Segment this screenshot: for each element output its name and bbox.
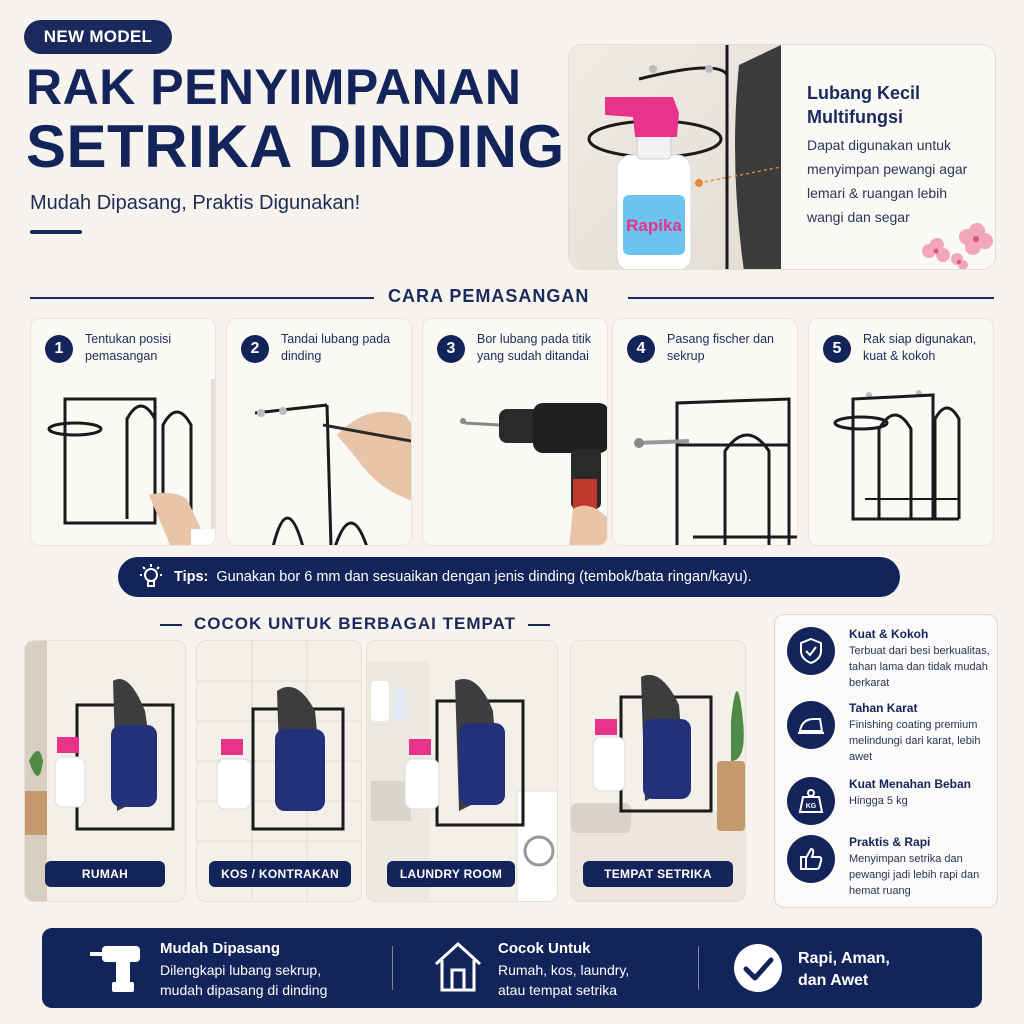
rack-with-bottle-illustration [569, 45, 781, 270]
house-icon [432, 940, 484, 994]
benefit-title: Cocok Untuk [498, 940, 591, 957]
benefit-line1: Dilengkapi lubang sekrup, [160, 962, 322, 978]
finished-rack-illustration [809, 379, 994, 546]
feature-card [568, 44, 996, 270]
lightbulb-icon [138, 564, 164, 590]
install-step-3 [422, 318, 608, 546]
places-divider-right [528, 624, 550, 626]
feature-title: Lubang Kecil Multifungsi [807, 83, 921, 127]
place-card-rumah [24, 640, 186, 902]
benefit-line1: Rapi, Aman, [798, 950, 890, 967]
install-step-2 [226, 318, 412, 546]
place-card-tempat-setrika [570, 640, 746, 902]
bottle-brand-label: Rapika [626, 216, 682, 235]
step-text: Tentukan posisi pemasangan [85, 332, 172, 363]
benefit-title: Mudah Dipasang [160, 940, 281, 957]
benefit-line2: atau tempat setrika [498, 982, 618, 998]
flower-icon [919, 215, 996, 270]
feature-title: Praktis & Rapi [849, 835, 931, 849]
install-step-4 [612, 318, 798, 546]
thumbs-up-icon [787, 835, 835, 883]
section-divider-left [30, 297, 374, 299]
feature-title: Kuat Menahan Beban [849, 777, 972, 791]
feature-photo [569, 45, 781, 270]
drilling-illustration [423, 379, 608, 546]
feature-title: Kuat & Kokoh [849, 627, 929, 641]
step-number: 2 [241, 335, 269, 363]
page-title-line2: SETRIKA DINDING [26, 113, 565, 180]
page-title-line1: RAK PENYIMPANAN [26, 59, 522, 115]
feature-text: Hingga 5 kg [849, 795, 908, 807]
step-text: Tandai lubang pada dinding [281, 332, 391, 363]
feature-text: Terbuat dari besi berkualitas, tahan lama dan tidak mudah berkarat [849, 645, 990, 689]
step-text: Bor lubang pada titik yang sudah ditandai [477, 332, 591, 363]
shield-check-icon [787, 627, 835, 675]
place-card-laundry [366, 640, 558, 902]
install-step-5 [808, 318, 994, 546]
feature-text: Menyimpan setrika dan pewangi jadi lebih rapi dan hemat ruang [849, 853, 980, 897]
place-label-tempat-setrika: TEMPAT SETRIKA [583, 861, 733, 887]
drill-icon [86, 942, 146, 994]
tips-bar [118, 557, 900, 597]
step-number: 4 [627, 335, 655, 363]
check-circle-icon [732, 942, 784, 994]
install-step-1 [30, 318, 216, 546]
benefit-line2: mudah dipasang di dinding [160, 982, 328, 998]
place-label-kos: KOS / KONTRAKAN [209, 861, 351, 887]
benefit-line1: Rumah, kos, laundry, [498, 962, 630, 978]
features-panel [774, 614, 998, 908]
step-number: 3 [437, 335, 465, 363]
rack-positioning-illustration [31, 379, 216, 546]
step-text: Pasang fischer dan sekrup [667, 332, 775, 363]
new-model-badge: NEW MODEL [24, 20, 172, 54]
step-text: Rak siap digunakan, kuat & kokoh [863, 332, 977, 363]
step-number: 5 [823, 335, 851, 363]
benefit-line2: dan Awet [798, 972, 869, 989]
places-divider-left [160, 624, 182, 626]
feature-description: Dapat digunakan untuk menyimpan pewangi agar lemari & ruangan lebih wangi dan segar [807, 137, 968, 225]
bottom-benefits-bar [42, 928, 982, 1008]
feature-text: Finishing coating premium melindungi dari karat, lebih awet [849, 719, 981, 763]
places-heading: COCOK UNTUK BERBAGAI TEMPAT [194, 614, 516, 633]
bottom-divider [392, 946, 393, 990]
place-label-rumah: RUMAH [45, 861, 165, 887]
tips-text: Gunakan bor 6 mm dan sesuaikan dengan jenis dinding (tembok/bata ringan/kayu). [216, 569, 752, 585]
iron-icon [787, 701, 835, 749]
installation-heading: CARA PEMASANGAN [388, 286, 590, 306]
tips-label: Tips: [174, 569, 209, 585]
benefit-mudah-dipasang [160, 940, 327, 1000]
weight-icon [787, 777, 835, 825]
bottom-divider [698, 946, 699, 990]
page-subtitle: Mudah Dipasang, Praktis Digunakan! [30, 192, 361, 214]
place-card-kos [196, 640, 362, 902]
benefit-rapi-aman [798, 948, 890, 992]
place-label-laundry: LAUNDRY ROOM [387, 861, 515, 887]
feature-title: Tahan Karat [849, 701, 918, 715]
weight-unit-label: KG [805, 803, 817, 810]
step-number: 1 [45, 335, 73, 363]
section-divider-right [628, 297, 994, 299]
marking-wall-illustration [227, 379, 412, 546]
benefit-cocok-untuk [498, 940, 629, 1000]
screw-mounting-illustration [613, 379, 798, 546]
title-underline [30, 230, 82, 234]
